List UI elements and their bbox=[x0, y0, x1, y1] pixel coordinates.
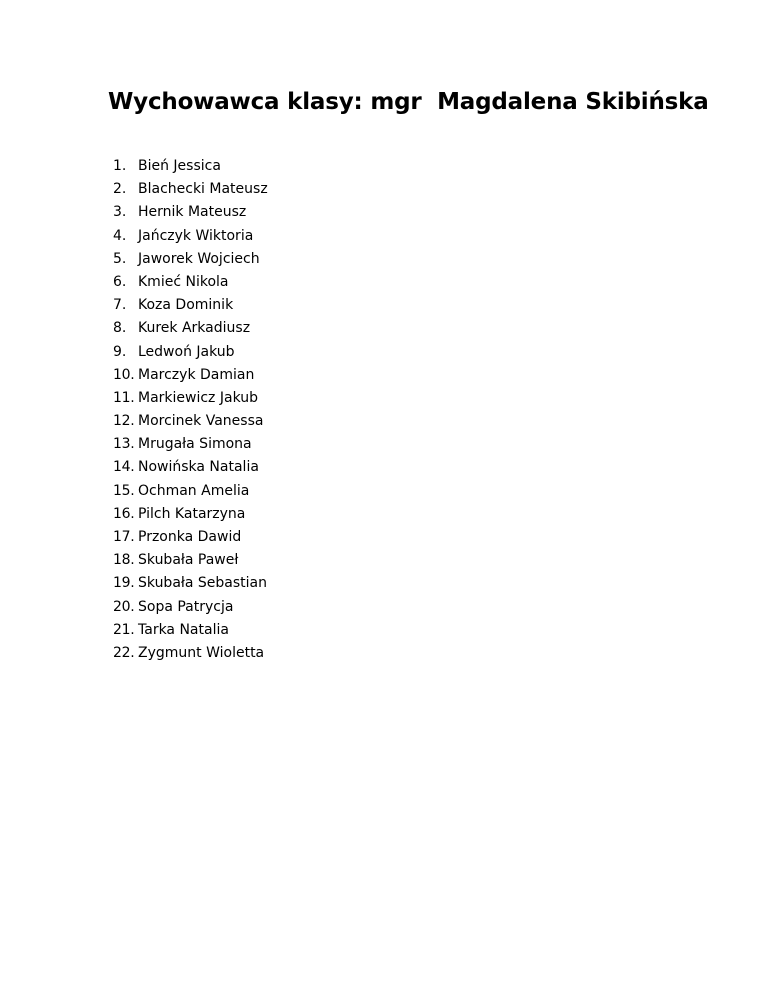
list-number: 7. bbox=[113, 297, 127, 314]
list-item bbox=[113, 526, 268, 549]
list-number: 21. bbox=[113, 621, 135, 638]
list-number: 3. bbox=[113, 204, 127, 221]
student-name: Blachecki Mateusz bbox=[138, 181, 268, 198]
list-item bbox=[113, 572, 268, 595]
list-item bbox=[113, 271, 268, 294]
list-item bbox=[113, 456, 268, 479]
list-item bbox=[113, 410, 268, 433]
list-item bbox=[113, 317, 268, 340]
list-item bbox=[113, 480, 268, 503]
list-item bbox=[113, 341, 268, 364]
list-item bbox=[113, 201, 268, 224]
student-name: Jaworek Wojciech bbox=[138, 250, 260, 267]
list-number: 2. bbox=[113, 181, 127, 198]
list-item bbox=[113, 294, 268, 317]
list-number: 13. bbox=[113, 436, 135, 453]
list-number: 14. bbox=[113, 459, 135, 476]
list-number: 5. bbox=[113, 250, 127, 267]
list-item bbox=[113, 619, 268, 642]
student-name: Nowińska Natalia bbox=[138, 459, 259, 476]
student-name: Bień Jessica bbox=[138, 158, 221, 174]
student-name: Mrugała Simona bbox=[138, 436, 252, 453]
list-number: 12. bbox=[113, 413, 135, 430]
list-number: 1. bbox=[113, 158, 127, 174]
list-number: 6. bbox=[113, 273, 127, 290]
student-name: Kmieć Nikola bbox=[138, 273, 229, 290]
student-name: Ledwoń Jakub bbox=[138, 343, 235, 360]
student-name: Tarka Natalia bbox=[138, 621, 229, 638]
student-name: Marczyk Damian bbox=[138, 366, 255, 383]
student-name: Morcinek Vanessa bbox=[138, 413, 264, 430]
list-number: 4. bbox=[113, 227, 127, 244]
list-item bbox=[113, 155, 268, 178]
list-number: 16. bbox=[113, 505, 135, 522]
student-name: Markiewicz Jakub bbox=[138, 389, 259, 406]
student-name: Kurek Arkadiusz bbox=[138, 320, 251, 337]
list-item bbox=[113, 642, 268, 665]
student-name: Hernik Mateusz bbox=[138, 204, 247, 221]
page-title: Wychowawca klasy: mgr Magdalena Skibińska bbox=[108, 89, 709, 115]
list-number: 22. bbox=[113, 644, 135, 661]
student-name: Jańczyk Wiktoria bbox=[138, 227, 254, 244]
list-item bbox=[113, 433, 268, 456]
student-name: Zygmunt Wioletta bbox=[138, 644, 265, 661]
student-name: Ochman Amelia bbox=[138, 482, 250, 499]
list-number: 15. bbox=[113, 482, 135, 499]
list-item bbox=[113, 596, 268, 619]
student-name: Pilch Katarzyna bbox=[138, 505, 246, 522]
list-item bbox=[113, 178, 268, 201]
list-item bbox=[113, 364, 268, 387]
student-name: Skubała Sebastian bbox=[138, 575, 268, 592]
student-name: Przonka Dawid bbox=[138, 529, 242, 545]
student-name: Skubała Paweł bbox=[138, 552, 239, 569]
list-item bbox=[113, 549, 268, 572]
list-number: 19. bbox=[113, 575, 135, 592]
list-number: 20. bbox=[113, 598, 135, 615]
list-number: 9. bbox=[113, 343, 127, 360]
student-name: Sopa Patrycja bbox=[138, 598, 234, 615]
list-number: 18. bbox=[113, 552, 135, 569]
list-item bbox=[113, 225, 268, 248]
list-number: 10. bbox=[113, 366, 135, 383]
list-number: 8. bbox=[113, 320, 127, 337]
student-name: Koza Dominik bbox=[138, 297, 234, 314]
list-item bbox=[113, 248, 268, 271]
list-number: 11. bbox=[113, 389, 135, 406]
student-list bbox=[113, 155, 268, 665]
list-item bbox=[113, 387, 268, 410]
list-item bbox=[113, 503, 268, 526]
list-number: 17. bbox=[113, 529, 135, 545]
